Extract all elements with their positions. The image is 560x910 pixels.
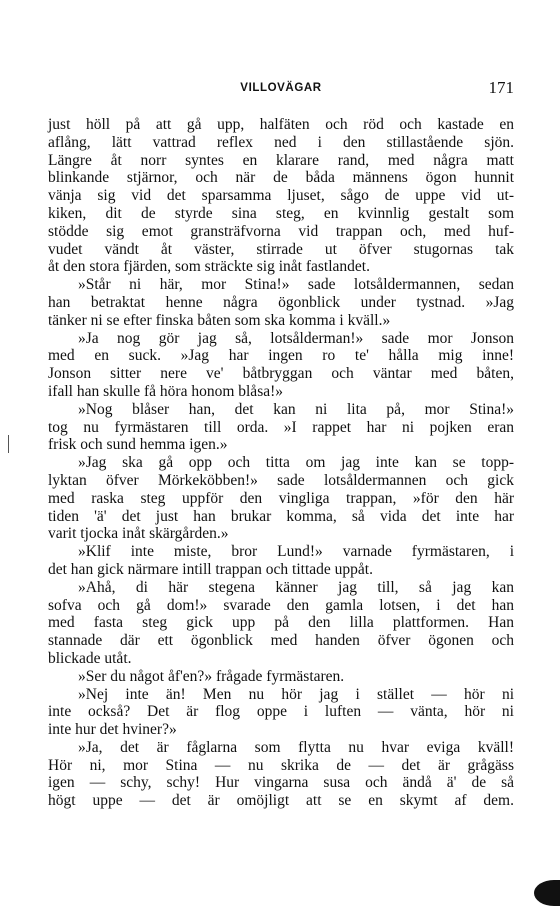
- text-line: »Ja, det är fåglarna som flytta nu hvar eviga kväll!: [78, 738, 514, 756]
- text-line: blickade utåt.: [48, 649, 132, 667]
- page-number: 171: [488, 78, 514, 97]
- text-line: just höll på att gå upp, halfäten och röd och kastade en: [48, 116, 514, 133]
- text-line: »Klif inte miste, bror Lund!» varnade fyrmästaren, i: [78, 543, 514, 561]
- text-line: inte också? Det är flog oppe i luften — vänta, hör ni: [48, 703, 514, 721]
- text-line: med fasta steg gick upp på den lilla plattformen. Han: [48, 614, 514, 632]
- text-line: lyktan öfver Mörkeköbben!» sade lotsåldermannen och gick: [48, 471, 514, 489]
- text-line: Längre åt norr syntes en klarare rand, med några matt: [48, 151, 514, 169]
- text-line: »Nej inte än! Men nu hör jag i stället — hör ni: [78, 685, 514, 703]
- text-line: han betraktat henne några ögonblick under tystnad. »Jag: [48, 293, 514, 311]
- running-title: VILLOVÄGAR: [240, 82, 322, 94]
- text-line: stannade där ett ögonblick med handen öfver ögonen och: [48, 632, 514, 650]
- text-line: Jonson sitter nere ve' båtbryggan och väntar med båten,: [48, 365, 514, 383]
- text-line: högt uppe — det är omöjligt att se en skymt af dem.: [48, 792, 514, 810]
- text-line: med raska steg uppför den vingliga trappan, »för den här: [48, 489, 514, 507]
- margin-mark: [8, 435, 9, 453]
- text-line: »Står ni här, mor Stina!» sade lotsåldermannen, sedan: [78, 276, 514, 294]
- text-line: vudet vändt åt väster, stirrade ut öfver stugornas tak: [48, 240, 514, 258]
- text-line: varit tjocka inåt skärgården.»: [48, 525, 229, 543]
- text-line: blinkande stjärnor, och när de båda männens ögon hunnit: [48, 169, 514, 187]
- text-line: tiden 'ä' det just han brukar komma, så vida det inte har: [48, 507, 514, 525]
- text-line: aflång, lätt vattrad reflex ned i den stillastående sjön.: [48, 133, 514, 151]
- text-line: Hör ni, mor Stina — nu skrika de — det är grågäss: [48, 756, 514, 774]
- text-line: sofva och gå dom!» svarade den gamla lotsen, i det han: [48, 596, 514, 614]
- text-line: med en suck. »Jag har ingen ro te' hålla mig inne!: [48, 347, 514, 365]
- text-line: »Ja nog gör jag så, lotsålderman!» sade mor Jonson: [78, 329, 514, 347]
- text-line: »Jag ska gå opp och titta om jag inte kan se topp-: [78, 454, 514, 472]
- text-line: igen — schy, schy! Hur vingarna susa och ändå ä' de så: [48, 774, 514, 792]
- text-line: ifall han skulle få höra honom blåsa!»: [48, 382, 284, 400]
- text-line: åt den stora fjärden, som sträckte sig inåt fastlandet.: [48, 258, 370, 276]
- text-line: vänja sig vid det sparsamma ljuset, sågo de uppe vid ut-: [48, 187, 514, 205]
- text-line: tänker ni se efter finska båten som ska komma i kväll.»: [48, 311, 391, 329]
- page-header: [48, 78, 514, 102]
- text-line: »Ser du något åf'en?» frågade fyrmästaren.: [78, 667, 345, 685]
- page-edge-mark: [534, 880, 560, 906]
- text-line: stödde sig emot gransträfvorna vid trappan och, med huf-: [48, 222, 514, 240]
- text-line: tog nu fyrmästaren till orda. »I rappet har ni pojken eran: [48, 418, 514, 436]
- text-line: »Ahå, di här stegena känner jag till, så jag kan: [78, 578, 514, 596]
- text-line: inte hur det hviner?»: [48, 721, 177, 739]
- text-line: frisk och sund hemma igen.»: [48, 436, 228, 454]
- text-line: kiken, dit de styrde sina steg, en kvinnlig gestalt som: [48, 204, 514, 222]
- text-line: »Nog blåser han, det kan ni lita på, mor Stina!»: [78, 400, 514, 418]
- body-text: [48, 116, 514, 810]
- text-line: det han gick närmare intill trappan och tittade uppåt.: [48, 560, 373, 578]
